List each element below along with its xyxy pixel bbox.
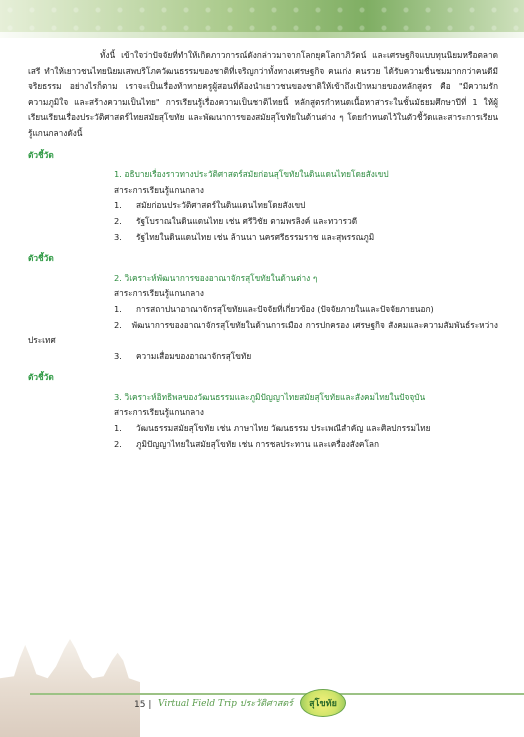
list-item: 1. วัฒนธรรมสมัยสุโขทัย เช่น ภาษาไทย วัฒนธรรม ประเพณีสำคัญ และศิลปกรรมไทย — [114, 423, 431, 434]
list-item: 2. พัฒนาการของอาณาจักรสุโขทัยในด้านการเมือง การปกครอง เศรษฐกิจ สังคมและความสัมพันธ์ระหว่างประเทศ — [28, 319, 498, 346]
header-pattern — [0, 0, 524, 38]
footer-divider — [30, 693, 524, 695]
document-body — [28, 48, 498, 452]
section-heading: ตัวชี้วัด — [28, 372, 54, 383]
core-content-label: สาระการเรียนรู้แกนกลาง — [114, 407, 204, 418]
page-number: 15 | — [134, 700, 152, 710]
section-heading: ตัวชี้วัด — [28, 253, 54, 264]
list-item: 2. รัฐโบราณในดินแดนไทย เช่น ศรีวิชัย ตามพรลิงค์ และทวารวดี — [114, 215, 358, 226]
list-item: 3. รัฐไทยในดินแดนไทย เช่น ล้านนา นครศรีธรรมราช และสุพรรณภูมิ — [114, 231, 375, 242]
footer-title: Virtual Field Trip ประวัติศาสตร์ — [158, 699, 294, 709]
indicator-title: 3. วิเคราะห์อิทธิพลของวัฒนธรรมและภูมิปัญญาไทยสมัยสุโขทัยและสังคมไทยในปัจจุบัน — [114, 391, 426, 402]
intro-paragraph: ทั้งนี้ เข้าใจว่าปัจจัยที่ทำให้เกิดภาวการณ์ดังกล่าวมาจากโลกยุคโลกาภิวัตน์ และเศรษฐกิจแบบทุนนิยมหรือตลาดเสรี ทำให้เยาวชนไทยนิยมเสพบริโภควัฒนธรรมของชาติที่เจริญกว่าทั้งทางเศรษฐกิจ คนเก่ง คนรวย ได้รับความชื่นชมมากกว่าคนดีมีจริยธรรม อย่างไรก็ตาม เราจะเป็นเรื่องท้าทายครูผู้สอนที่ต้องนำเยาวชนของชาติให้เข้าถึงเป้าหมายของหลักสูตร คือ "มีความรัก ความภูมิใจ และสร้างความเป็นไทย" การเรียนรู้เรื่องความเป็นชาติไทยนี้ หลักสูตรกำหนดเนื้อหาสาระในชั้นมัธยมศึกษาปีที่ 1 ให้ผู้เรียนเรียนเรื่องประวัติศาสตร์ไทยสมัยสุโขทัย และพัฒนาการของสมัยสุโขทัยในด้านต่าง ๆ โดยกำหนดไว้ในตัวชี้วัดและสาระการเรียนรู้แกนกลางดังนี้ — [28, 50, 498, 138]
indicator-title: 2. วิเคราะห์พัฒนาการของอาณาจักรสุโขทัยในด้านต่าง ๆ — [114, 272, 318, 283]
list-item: 3. ความเสื่อมของอาณาจักรสุโขทัย — [114, 350, 252, 361]
list-item: 1. สมัยก่อนประวัติศาสตร์ในดินแดนไทยโดยสังเขป — [114, 200, 306, 211]
indicator-title: 1. อธิบายเรื่องราวทางประวัติศาสตร์สมัยก่อนสุโขทัยในดินแดนไทยโดยสังเขป — [114, 169, 389, 180]
core-content-label: สาระการเรียนรู้แกนกลาง — [114, 288, 204, 299]
temple-illustration — [0, 639, 140, 737]
core-content-label: สาระการเรียนรู้แกนกลาง — [114, 184, 204, 195]
page-footer — [0, 627, 524, 737]
section-heading: ตัวชี้วัด — [28, 149, 54, 160]
sukhothai-badge: สุโขทัย — [300, 689, 346, 717]
list-item: 2. ภูมิปัญญาไทยในสมัยสุโขทัย เช่น การชลประทาน และเครื่องสังคโลก — [114, 438, 380, 449]
list-item: 1. การสถาปนาอาณาจักรสุโขทัยและปัจจัยที่เกี่ยวข้อง (ปัจจัยภายในและปัจจัยภายนอก) — [114, 303, 434, 314]
